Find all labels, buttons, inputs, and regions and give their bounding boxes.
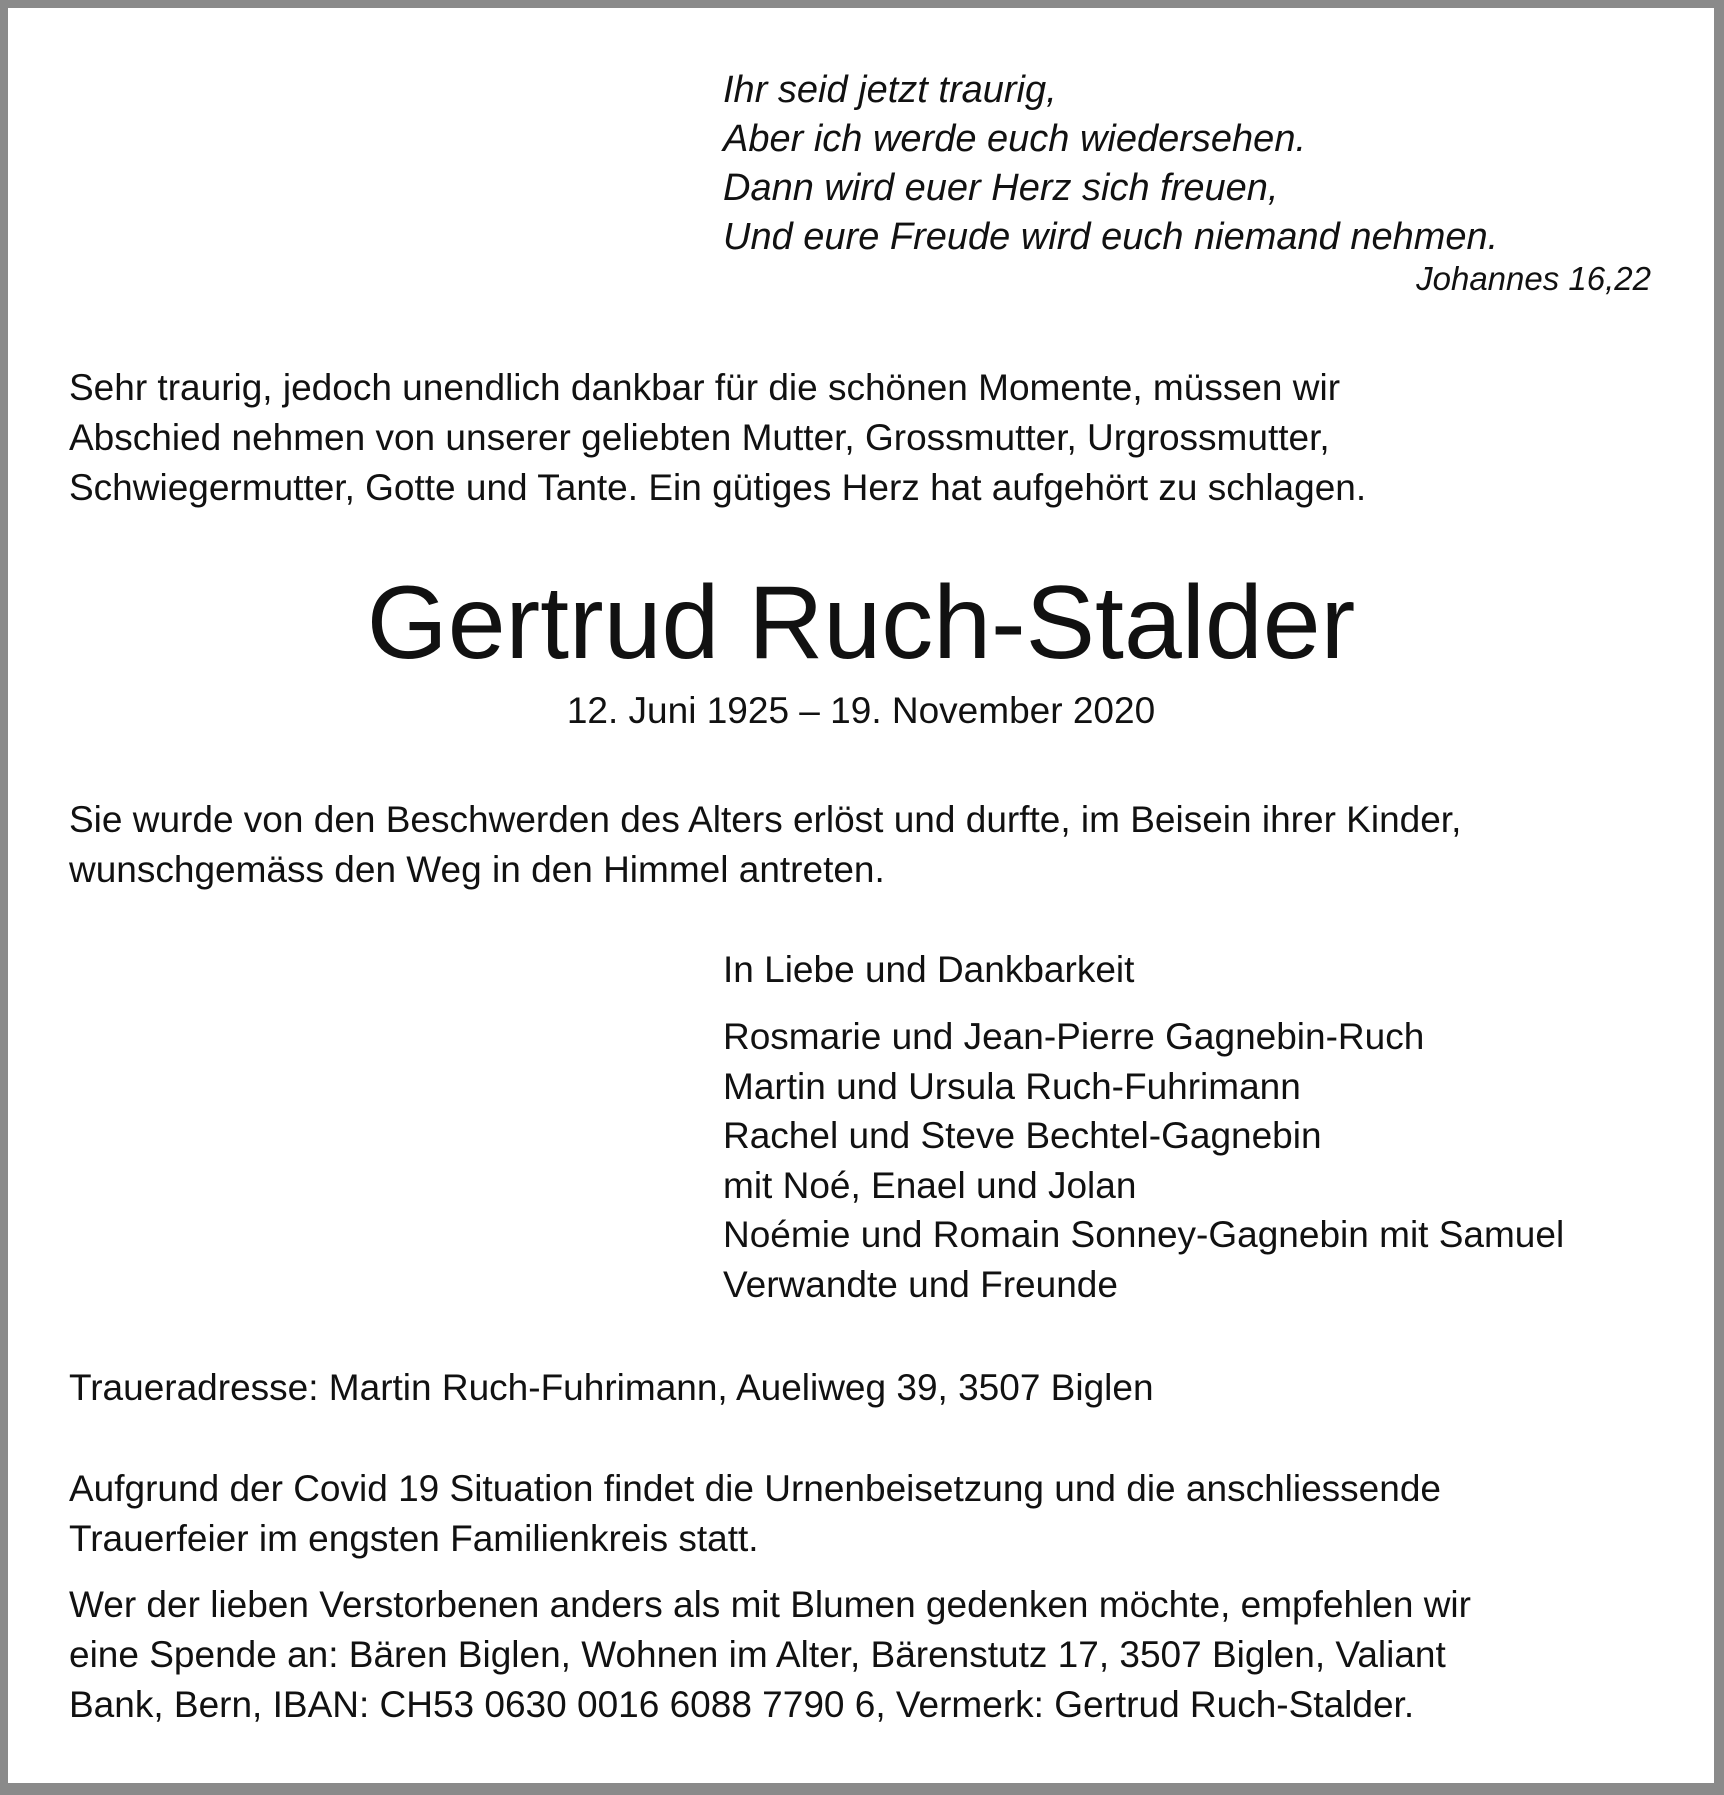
obituary-page	[8, 8, 1714, 1783]
mourner-entry: Noémie und Romain Sonney-Gagnebin mit Samuel	[723, 1214, 1565, 1255]
mourning-address: Traueradresse: Martin Ruch-Fuhrimann, Aueliweg 39, 3507 Biglen	[69, 1367, 1154, 1408]
life-dates: 12. Juni 1925 – 19. November 2020	[566, 690, 1156, 731]
mourner-entry: Verwandte und Freunde	[723, 1263, 1118, 1305]
intro-line: Schwiegermutter, Gotte und Tante. Ein gütiges Herz hat aufgehört zu schlagen.	[69, 467, 1367, 508]
intro-line: Sehr traurig, jedoch unendlich dankbar für die schönen Momente, müssen wir	[69, 367, 1341, 408]
ceremony-line: Trauerfeier im engsten Familienkreis statt.	[69, 1518, 759, 1559]
intro-line: Abschied nehmen von unserer geliebten Mutter, Grossmutter, Urgrossmutter,	[69, 417, 1330, 458]
verse-line: Ihr seid jetzt traurig,	[723, 69, 1057, 111]
mourners-heading: In Liebe und Dankbarkeit	[723, 949, 1135, 990]
bible-verse	[723, 66, 1498, 262]
mourners-list	[723, 1012, 1564, 1309]
donation-paragraph	[69, 1580, 1471, 1730]
verse-line: Dann wird euer Herz sich freuen,	[723, 167, 1279, 209]
mourner-entry: Martin und Ursula Ruch-Fuhrimann	[723, 1065, 1301, 1107]
donation-line: Wer der lieben Verstorbenen anders als mit Blumen gedenken möchte, empfehlen wir	[69, 1584, 1471, 1625]
donation-line: eine Spende an: Bären Biglen, Wohnen im Alter, Bärenstutz 17, 3507 Biglen, Valiant	[69, 1634, 1446, 1675]
passing-line: Sie wurde von den Beschwerden des Alters erlöst und durfte, im Beisein ihrer Kinder,	[69, 799, 1462, 840]
mourner-entry: Rosmarie und Jean-Pierre Gagnebin-Ruch	[723, 1016, 1425, 1057]
passing-line: wunschgemäss den Weg in den Himmel antreten.	[69, 849, 885, 890]
verse-reference: Johannes 16,22	[1416, 260, 1651, 297]
mourner-entry: Rachel und Steve Bechtel-Gagnebin	[723, 1115, 1322, 1156]
mourner-entry: mit Noé, Enael und Jolan	[723, 1164, 1137, 1206]
verse-line: Aber ich werde euch wiedersehen.	[723, 118, 1307, 160]
intro-paragraph	[69, 363, 1366, 513]
deceased-name: Gertrud Ruch-Stalder	[366, 565, 1356, 681]
passing-paragraph	[69, 795, 1461, 895]
donation-line: Bank, Bern, IBAN: CH53 0630 0016 6088 7790 6, Vermerk: Gertrud Ruch-Stalder.	[69, 1684, 1415, 1725]
verse-line: Und eure Freude wird euch niemand nehmen.	[723, 216, 1499, 258]
ceremony-paragraph	[69, 1464, 1441, 1564]
ceremony-line: Aufgrund der Covid 19 Situation findet die Urnenbeisetzung und die anschliessende	[69, 1468, 1441, 1509]
